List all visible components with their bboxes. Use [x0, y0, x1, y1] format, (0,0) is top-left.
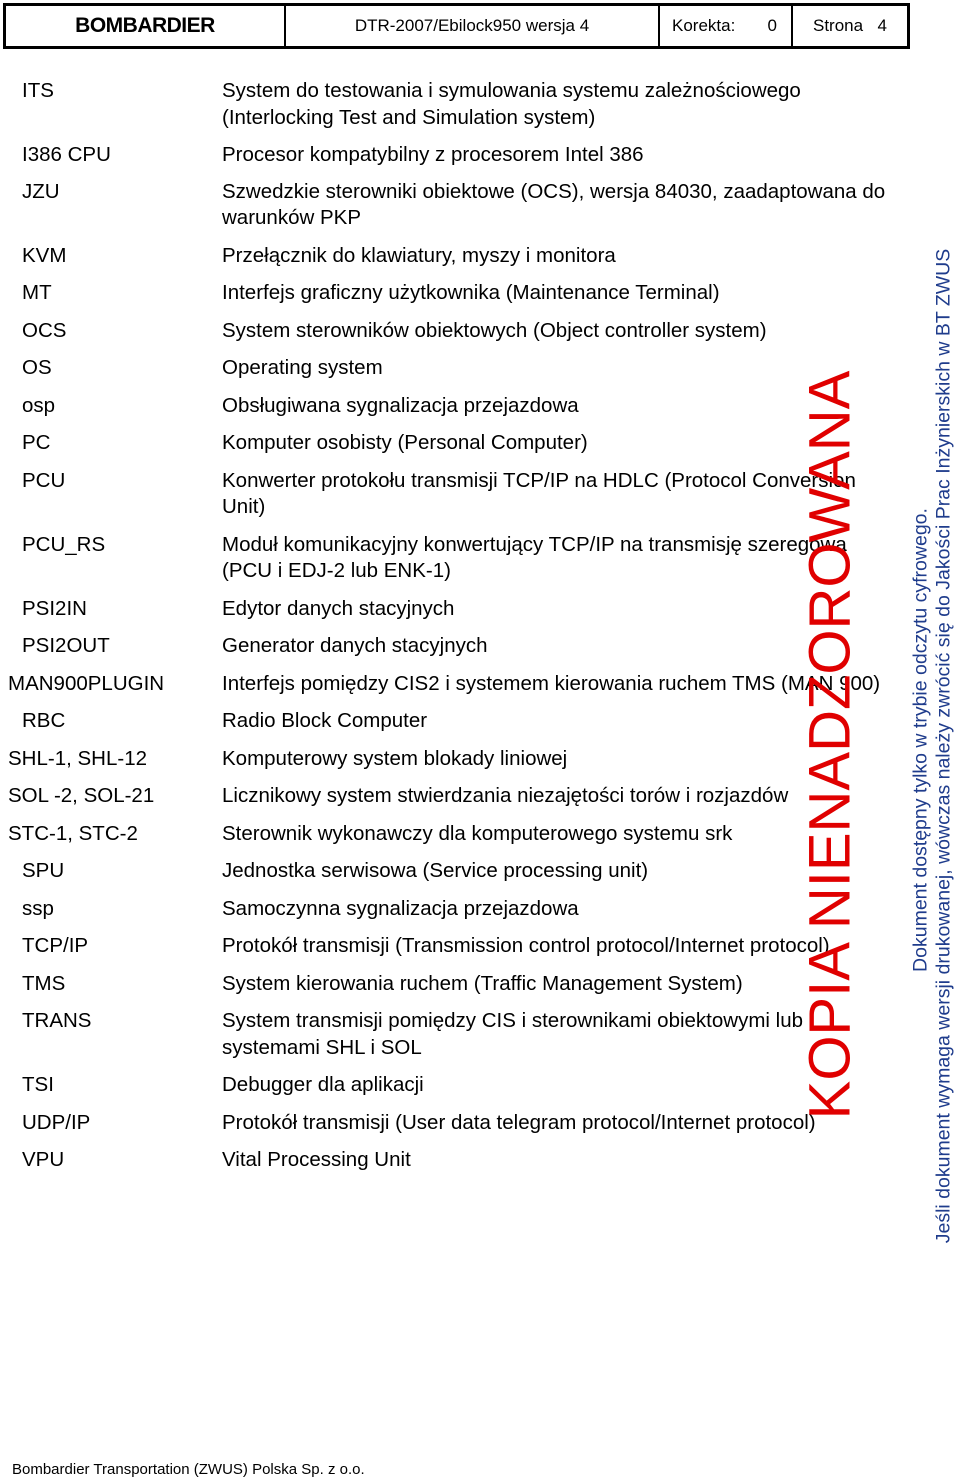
abbreviation-description: Przełącznik do klawiatury, myszy i monitora — [222, 243, 616, 267]
abbreviation-description: System transmisji pomiędzy CIS i sterownikami obiektowymi lub systemami SHL i SOL — [222, 1009, 804, 1059]
abbreviation-description: Licznikowy system stwierdzania niezajętości torów i rozjazdów — [222, 784, 789, 807]
abbreviation-term: MT — [22, 281, 52, 304]
bombardier-logo: BOMBARDIER — [6, 6, 286, 46]
abbreviation-term: TSI — [22, 1073, 54, 1096]
abbreviation-description: Operating system — [222, 356, 383, 379]
abbreviation-term: ssp — [22, 896, 54, 920]
abbreviation-term: PC — [22, 431, 51, 454]
abbreviation-term: RBC — [22, 709, 66, 732]
abbreviation-description: System kierowania ruchem (Traffic Management System) — [222, 971, 743, 995]
abbreviation-description: Konwerter protokołu transmisji TCP/IP na HDLC (Protocol Conversion Unit) — [222, 468, 856, 518]
abbreviation-description: Samoczynna sygnalizacja przejazdowa — [222, 896, 579, 920]
abbreviation-term: I386 CPU — [22, 143, 111, 166]
document-id: DTR-2007/Ebilock950 wersja 4 — [286, 6, 660, 46]
abbreviation-term: OS — [22, 356, 52, 379]
abbreviation-term: ITS — [22, 79, 54, 102]
abbreviation-description: Obsługiwana sygnalizacja przejazdowa — [222, 393, 579, 417]
abbreviation-term: PSI2OUT — [22, 634, 110, 657]
correction-value: 0 — [767, 16, 777, 35]
abbreviation-term: JZU — [22, 179, 60, 203]
abbreviation-term: osp — [22, 393, 56, 417]
page-header — [3, 3, 910, 49]
abbreviation-description: Vital Processing Unit — [222, 1148, 411, 1171]
abbreviation-description: Generator danych stacyjnych — [222, 634, 488, 657]
abbreviation-row — [0, 142, 960, 169]
abbreviation-row — [0, 280, 960, 307]
abbreviation-description: System do testowania i symulowania systemu zależnościowego (Interlocking Test and Simulation system) — [222, 79, 801, 129]
abbreviation-description: Protokół transmisji (Transmission control protocol/Internet protocol) — [222, 934, 830, 957]
abbreviation-term: VPU — [22, 1148, 65, 1171]
page-number: 4 — [877, 16, 887, 35]
abbreviation-term: STC-1, STC-2 — [8, 821, 138, 845]
correction-label: Korekta: — [672, 16, 736, 35]
abbreviation-term: KVM — [22, 243, 67, 267]
abbreviation-row — [0, 1147, 960, 1174]
abbreviation-term: PCU — [22, 468, 66, 492]
abbreviation-term: OCS — [22, 318, 67, 342]
abbreviation-description: Protokół transmisji (User data telegram protocol/Internet protocol) — [222, 1110, 816, 1134]
abbreviation-description: Edytor danych stacyjnych — [222, 596, 455, 620]
abbreviation-description: Moduł komunikacyjny konwertujący TCP/IP na transmisję szeregową (PCU i EDJ-2 lub ENK-1) — [222, 532, 847, 582]
abbreviation-row — [0, 243, 960, 270]
page-label: Strona — [813, 16, 864, 35]
abbreviation-term: SOL -2, SOL-21 — [8, 784, 155, 807]
abbreviation-description: Jednostka serwisowa (Service processing unit) — [222, 859, 649, 882]
abbreviation-description: Sterownik wykonawczy dla komputerowego systemu srk — [222, 821, 733, 845]
abbreviation-term: SHL-1, SHL-12 — [8, 746, 148, 770]
correction-cell — [660, 6, 793, 46]
abbreviation-term: TRANS — [22, 1009, 92, 1032]
abbreviation-term: TMS — [22, 971, 66, 995]
abbreviation-description: Interfejs pomiędzy CIS2 i systemem kierowania ruchem TMS (MAN 900) — [222, 671, 881, 695]
abbreviation-term: UDP/IP — [22, 1110, 91, 1134]
page-number-cell — [793, 6, 907, 46]
abbreviation-row — [0, 78, 960, 131]
abbreviation-term: PCU_RS — [22, 532, 106, 556]
abbreviation-term: TCP/IP — [22, 934, 89, 957]
abbreviation-description: Interfejs graficzny użytkownika (Maintenance Terminal) — [222, 281, 720, 304]
abbreviation-term: MAN900PLUGIN — [8, 671, 165, 695]
abbreviation-description: Komputer osobisty (Personal Computer) — [222, 431, 588, 454]
abbreviation-description: Komputerowy system blokady liniowej — [222, 746, 568, 770]
abbreviation-description: Radio Block Computer — [222, 709, 428, 732]
abbreviation-description: Procesor kompatybilny z procesorem Intel 386 — [222, 143, 644, 166]
abbreviation-description: Szwedzkie sterowniki obiektowe (OCS), wersja 84030, zaadaptowana do warunków PKP — [222, 179, 886, 229]
abbreviation-description: System sterowników obiektowych (Object controller system) — [222, 318, 767, 342]
page-footer: Bombardier Transportation (ZWUS) Polska Sp. z o.o. — [12, 1461, 365, 1478]
abbreviation-term: SPU — [22, 859, 65, 882]
abbreviation-row — [0, 179, 960, 232]
abbreviation-term: PSI2IN — [22, 596, 87, 620]
abbreviation-row — [0, 318, 960, 345]
abbreviation-description: Debugger dla aplikacji — [222, 1073, 424, 1096]
watermark-text: KOPIA NIENADZOROWANA — [797, 370, 863, 1120]
